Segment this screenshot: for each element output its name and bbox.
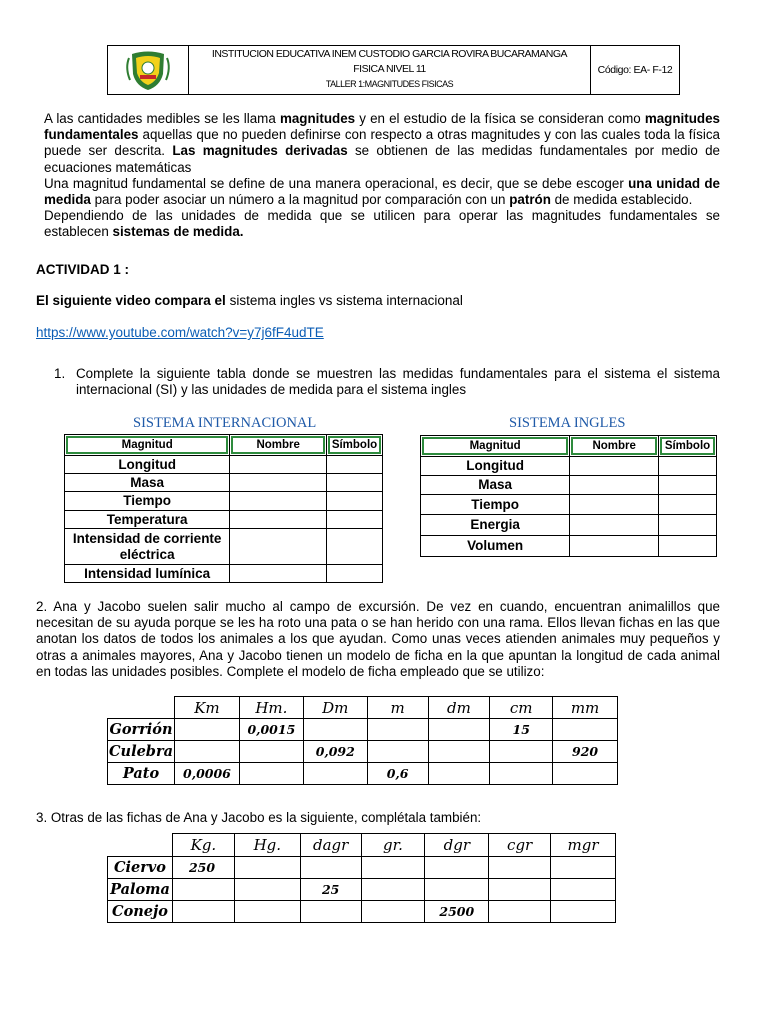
si-header-magnitud: Magnitud <box>66 436 228 454</box>
value-cell[interactable] <box>234 879 300 901</box>
value-cell[interactable] <box>551 857 616 879</box>
value-cell[interactable]: 250 <box>172 857 234 879</box>
text-run: A las cantidades medibles se les llama <box>44 111 280 126</box>
corner-cell <box>108 834 173 857</box>
en-row-label: Tiempo <box>421 495 570 515</box>
value-cell[interactable] <box>361 879 425 901</box>
youtube-link[interactable]: https://www.youtube.com/watch?v=y7j6fF4udTE <box>36 325 324 340</box>
si-simbolo-cell[interactable] <box>327 492 383 511</box>
value-cell[interactable]: 2500 <box>425 901 489 923</box>
value-cell[interactable] <box>234 857 300 879</box>
table-row <box>65 456 383 474</box>
document-code: Código: EA- F-12 <box>597 64 673 76</box>
value-cell[interactable] <box>367 719 428 741</box>
header-gr: gr. <box>361 834 425 857</box>
value-cell[interactable] <box>490 763 553 785</box>
si-table-caption: SISTEMA INTERNACIONAL <box>133 415 317 431</box>
text-run: Una magnitud fundamental se define de una manera operacional, es decir, que se debe escoger <box>44 175 629 191</box>
table-row <box>108 719 618 741</box>
value-cell[interactable] <box>489 857 551 879</box>
question-2-text: 2. Ana y Jacobo suelen salir mucho al campo de excursión. De vez en cuando, encuentran animalillos que necesitan de su ayuda porque se les ha roto una pata o se han herido con una rama. Ellos llevan fichas en las que anotan los datos de todos los animales a los que ayudan. Como unas veces atienden animales muy pequeños y otras a animales mayores, Ana y Jacobo tienen un modelo de ficha en la que apuntan la longitud de cada animal en todas las unidades posibles. Complete el modelo de ficha empleado que se utilizo: <box>36 599 720 679</box>
value-cell[interactable] <box>553 763 618 785</box>
value-cell[interactable] <box>361 901 425 923</box>
value-cell[interactable] <box>303 763 367 785</box>
text-run: aquellas que no pueden definirse con respecto a otras magnitudes y con las cuales toda la física puede ser descrita. <box>44 127 720 159</box>
en-header-magnitud: Magnitud <box>422 437 568 455</box>
value-cell[interactable] <box>428 741 490 763</box>
si-simbolo-cell[interactable] <box>327 456 383 474</box>
mass-table <box>107 833 616 923</box>
value-cell[interactable] <box>428 763 490 785</box>
si-header-simbolo: Símbolo <box>328 436 381 454</box>
intro-paragraph-2 <box>44 176 720 208</box>
table-row <box>65 529 383 565</box>
si-simbolo-cell[interactable] <box>327 529 383 565</box>
value-cell[interactable]: 15 <box>490 719 553 741</box>
video-intro <box>36 293 463 308</box>
table-row <box>421 515 717 536</box>
value-cell[interactable] <box>489 879 551 901</box>
en-nombre-cell[interactable] <box>570 515 659 536</box>
value-cell[interactable] <box>551 901 616 923</box>
intro-paragraph-1 <box>44 111 720 176</box>
bold-term: magnitudes <box>279 111 356 126</box>
value-cell[interactable]: 0,0015 <box>239 719 303 741</box>
si-nombre-cell[interactable] <box>230 492 327 511</box>
value-cell[interactable] <box>428 719 490 741</box>
value-cell[interactable] <box>361 857 425 879</box>
value-cell[interactable] <box>303 719 367 741</box>
value-cell[interactable]: 920 <box>553 741 618 763</box>
value-cell[interactable] <box>367 741 428 763</box>
en-nombre-cell[interactable] <box>570 457 659 476</box>
intro-paragraph-3 <box>44 208 720 240</box>
value-cell[interactable] <box>489 901 551 923</box>
en-simbolo-cell[interactable] <box>659 495 717 515</box>
en-nombre-cell[interactable] <box>570 536 659 557</box>
value-cell[interactable]: 0,6 <box>367 763 428 785</box>
length-table-header <box>108 697 618 719</box>
si-simbolo-cell[interactable] <box>327 474 383 492</box>
table-row <box>421 495 717 515</box>
row-label-culebra: Culebra <box>108 741 175 763</box>
en-simbolo-cell[interactable] <box>659 457 717 476</box>
value-cell[interactable] <box>553 719 618 741</box>
header-kg: Kg. <box>172 834 234 857</box>
header-m: m <box>367 697 428 719</box>
en-nombre-cell[interactable] <box>570 495 659 515</box>
corner-cell <box>108 697 175 719</box>
header-cgr: cgr <box>489 834 551 857</box>
table-row <box>65 492 383 511</box>
text-run: para poder asociar un número a la magnitud por comparación con un <box>90 192 510 208</box>
english-table-caption: SISTEMA INGLES <box>509 415 626 431</box>
activity-title: ACTIVIDAD 1 : <box>36 262 130 277</box>
header-mgr: mgr <box>551 834 616 857</box>
video-intro-rest: sistema ingles vs sistema internacional <box>225 293 463 308</box>
en-header-simbolo: Símbolo <box>660 437 715 455</box>
english-table <box>420 435 717 557</box>
text-run: de medida establecido. <box>550 192 693 208</box>
text-run: se obtienen de las medidas fundamentales por medio de ecuaciones matemáticas <box>44 143 721 175</box>
bold-term: una unidad de medida <box>44 175 721 208</box>
mass-table-header <box>108 834 616 857</box>
table-row <box>65 565 383 583</box>
si-table-header <box>65 435 383 456</box>
si-row-label: Temperatura <box>65 511 230 529</box>
value-cell[interactable] <box>425 879 489 901</box>
header-hm: Hm. <box>239 697 303 719</box>
header-dgr: dgr <box>425 834 489 857</box>
school-logo-cell <box>108 46 189 94</box>
si-row-label: Intensidad de corriente eléctrica <box>65 529 230 565</box>
table-row <box>108 857 616 879</box>
value-cell[interactable] <box>174 719 239 741</box>
table-row <box>421 476 717 495</box>
bold-term: sistemas de medida. <box>112 224 244 240</box>
en-nombre-cell[interactable] <box>570 476 659 495</box>
bold-term: magnitudes fundamentales <box>44 111 720 143</box>
intro-text <box>44 111 720 241</box>
bold-term: Las magnitudes derivadas <box>172 143 348 159</box>
en-row-label: Masa <box>421 476 570 495</box>
value-cell[interactable] <box>425 857 489 879</box>
en-simbolo-cell[interactable] <box>659 476 717 495</box>
value-cell[interactable]: 0,092 <box>303 741 367 763</box>
table-row <box>421 457 717 476</box>
header-mm: mm <box>553 697 618 719</box>
si-nombre-cell[interactable] <box>230 511 327 529</box>
row-label-conejo: Conejo <box>108 901 173 923</box>
video-intro-bold: El siguiente video compara el <box>36 293 226 308</box>
header-dm: dm <box>428 697 490 719</box>
text-run: Dependiendo de las unidades de medida que se utilicen para operar las magnitudes fundamentales se establecen <box>44 208 720 240</box>
question-3-text: 3. Otras de las fichas de Ana y Jacobo es la siguiente, complétala también: <box>36 810 482 825</box>
si-row-label: Masa <box>65 474 230 492</box>
en-row-label: Volumen <box>421 536 570 557</box>
question-1-text: Complete la siguiente tabla donde se muestren las medidas fundamentales para el sistema el sistema internacional (SI) y las unidades de medida para el sistema ingles <box>76 366 720 398</box>
si-simbolo-cell[interactable] <box>327 511 383 529</box>
en-simbolo-cell[interactable] <box>659 536 717 557</box>
table-row <box>108 763 618 785</box>
value-cell[interactable] <box>300 857 361 879</box>
table-row <box>108 879 616 901</box>
row-label-pato: Pato <box>108 763 175 785</box>
table-row <box>108 741 618 763</box>
value-cell[interactable] <box>300 901 361 923</box>
workshop-title: TALLER 1:MAGNITUDES FISICAS <box>325 79 454 89</box>
en-row-label: Energia <box>421 515 570 536</box>
si-table <box>64 434 383 583</box>
value-cell[interactable] <box>239 741 303 763</box>
table-row <box>421 536 717 557</box>
header-cm: cm <box>490 697 553 719</box>
question-1-number: 1. <box>54 366 66 381</box>
table-row <box>65 474 383 492</box>
si-row-label: Longitud <box>65 456 230 474</box>
institution-name: INSTITUCION EDUCATIVA INEM CUSTODIO GARCIA ROVIRA BUCARAMANGA <box>211 48 568 60</box>
si-row-label: Tiempo <box>65 492 230 511</box>
si-nombre-cell[interactable] <box>230 565 327 583</box>
en-row-label: Longitud <box>421 457 570 476</box>
en-header-nombre: Nombre <box>571 437 657 455</box>
value-cell[interactable]: 25 <box>300 879 361 901</box>
row-label-gorrion: Gorrión <box>108 719 175 741</box>
header-dm-deca: Dm <box>303 697 367 719</box>
value-cell[interactable] <box>490 741 553 763</box>
length-table <box>107 696 618 785</box>
school-shield-icon <box>108 46 188 94</box>
value-cell[interactable] <box>234 901 300 923</box>
value-cell[interactable] <box>172 901 234 923</box>
value-cell[interactable] <box>172 879 234 901</box>
subject-name: FISICA NIVEL 11 <box>353 63 426 75</box>
value-cell[interactable] <box>174 741 239 763</box>
english-table-header <box>421 436 717 457</box>
value-cell[interactable] <box>551 879 616 901</box>
si-row-label: Intensidad lumínica <box>65 565 230 583</box>
si-nombre-cell[interactable] <box>230 474 327 492</box>
row-label-paloma: Paloma <box>108 879 173 901</box>
table-row <box>65 511 383 529</box>
header-hg: Hg. <box>234 834 300 857</box>
en-simbolo-cell[interactable] <box>659 515 717 536</box>
header-titles <box>189 46 591 94</box>
value-cell[interactable] <box>239 763 303 785</box>
value-cell[interactable]: 0,0006 <box>174 763 239 785</box>
table-row <box>108 901 616 923</box>
row-label-ciervo: Ciervo <box>108 857 173 879</box>
si-header-nombre: Nombre <box>231 436 325 454</box>
si-nombre-cell[interactable] <box>230 456 327 474</box>
document-header <box>107 45 680 95</box>
si-simbolo-cell[interactable] <box>327 565 383 583</box>
header-dagr: dagr <box>300 834 361 857</box>
header-km: Km <box>174 697 239 719</box>
si-nombre-cell[interactable] <box>230 529 327 565</box>
bold-term: patrón <box>509 192 551 208</box>
text-run: y en el estudio de la física se consideran como <box>355 111 645 126</box>
